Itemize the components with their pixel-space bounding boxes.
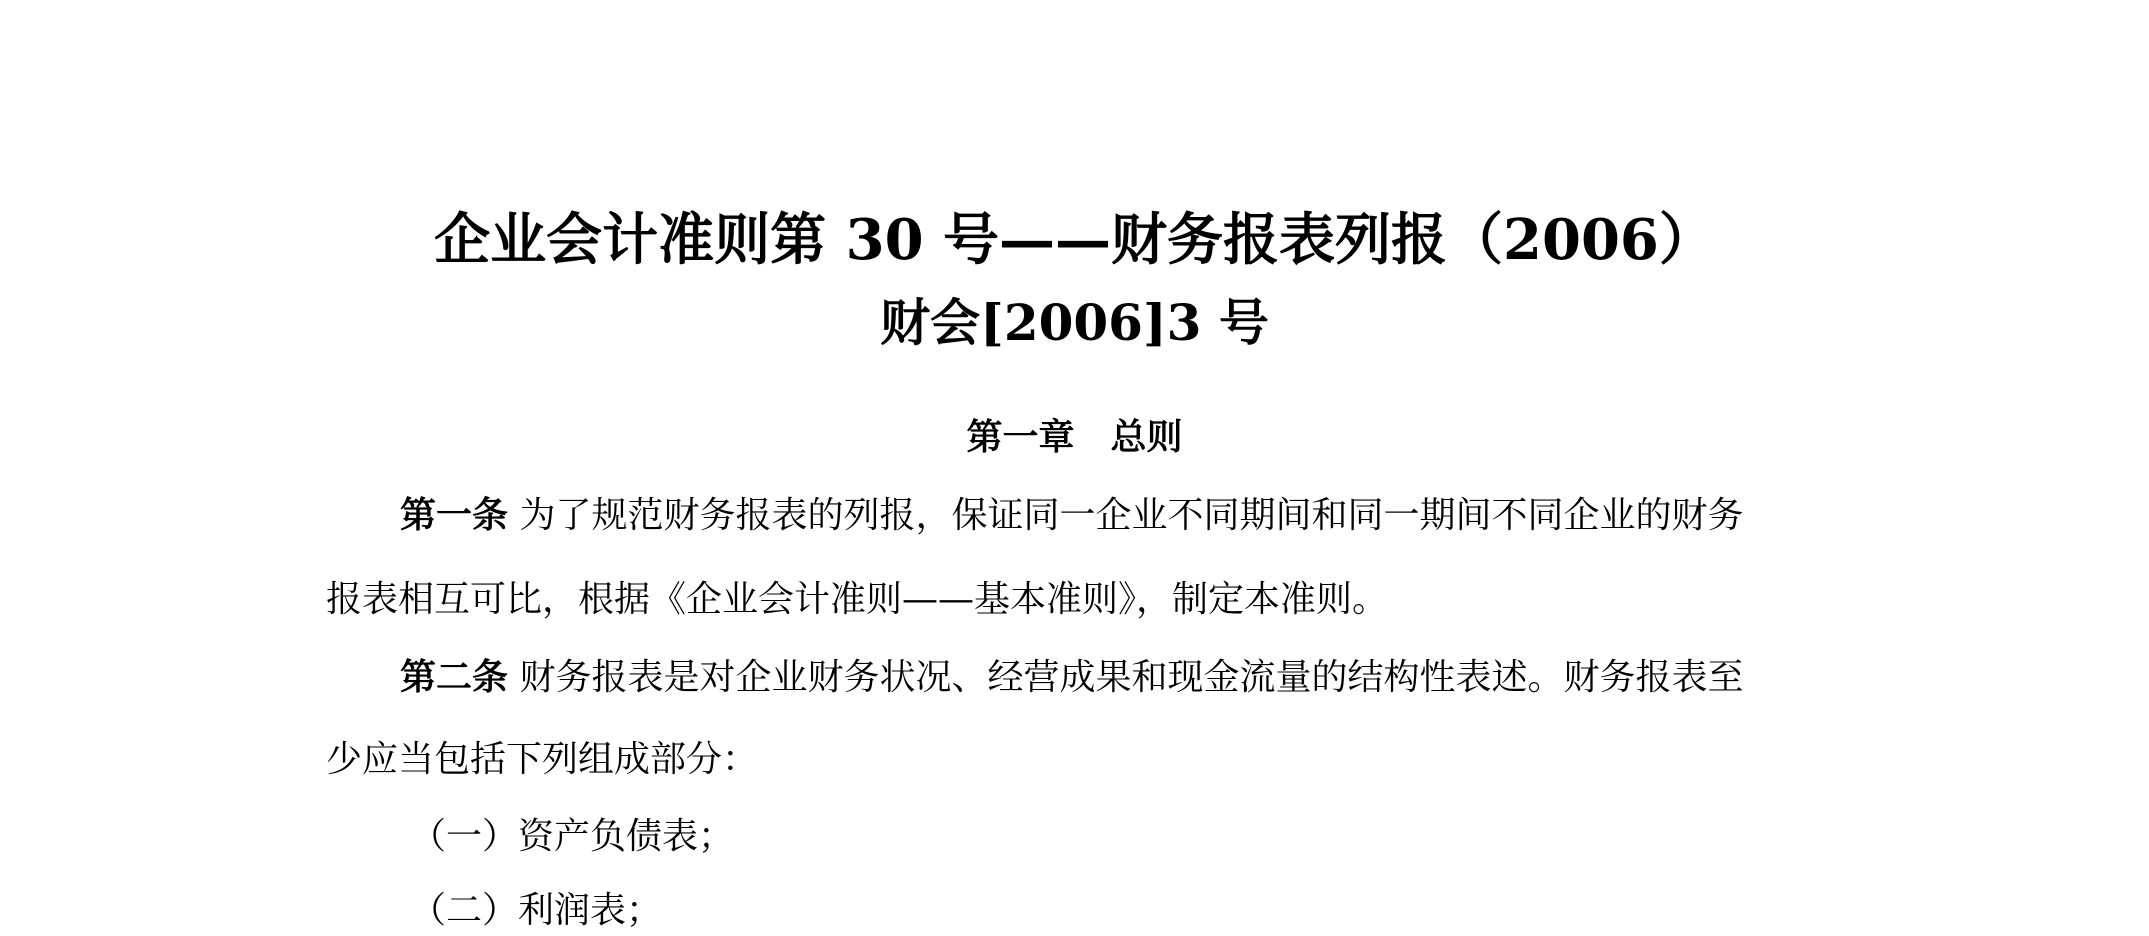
chapter-heading: 第一章 总则 <box>966 416 1183 458</box>
article-1-text-start: 为了规范财务报表的列报，保证同一企业不同期间和同一期间不同企业的财务 <box>519 495 1744 536</box>
article-1-continuation: 报表相互可比，根据《企业会计准则——基本准则》，制定本准则。 <box>326 579 1389 620</box>
document-number: 财会[2006]3 号 <box>880 293 1269 352</box>
article-1-label: 第一条 <box>400 494 509 536</box>
article-2-text-start: 财务报表是对企业财务状况、经营成果和现金流量的结构性表述。财务报表至 <box>519 657 1744 698</box>
article-2-continuation: 少应当包括下列组成部分： <box>326 739 759 780</box>
list-item-balance-sheet: （一）资产负债表； <box>410 816 735 857</box>
list-item-income-statement: （二）利润表； <box>410 890 663 931</box>
article-2-label: 第二条 <box>400 656 509 698</box>
article-1-first-line <box>400 490 1743 541</box>
document-title: 企业会计准则第 30 号——财务报表列报（2006） <box>434 207 1715 273</box>
article-2-first-line <box>400 652 1743 703</box>
